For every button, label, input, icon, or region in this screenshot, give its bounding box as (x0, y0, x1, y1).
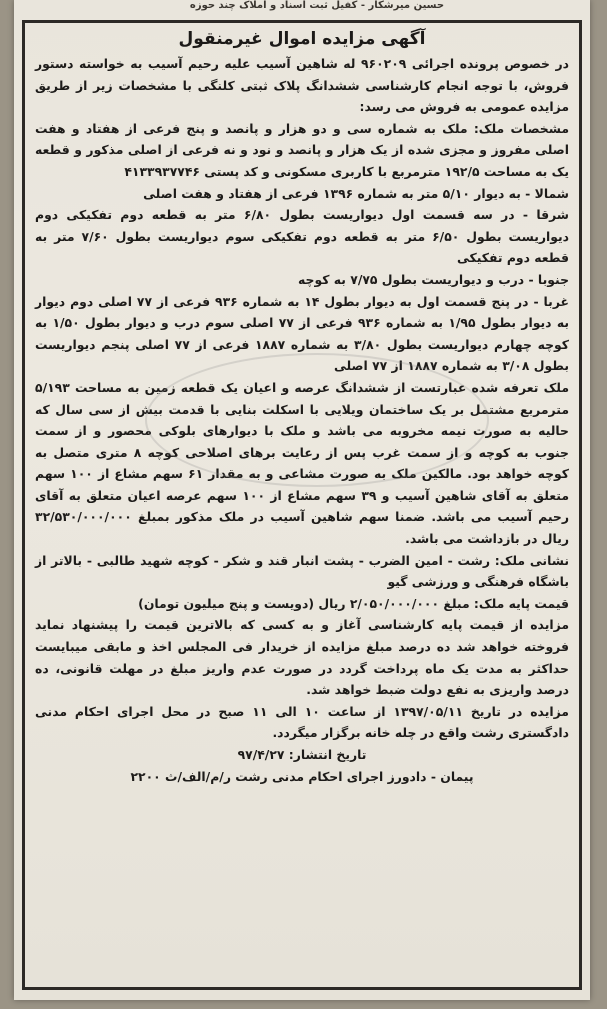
signature-line: پیمان - دادورز اجرای احکام مدنی رشت ر/م/الف/ث ۲۲۰۰ (130, 768, 474, 784)
paragraph-auction-date: مزایده در تاریخ ۱۳۹۷/۰۵/۱۱ از ساعت ۱۰ الی ۱۱ صبح در محل اجرای احکام مدنی دادگستری رشت واقع در چله خانه برگزار میگردد. (35, 703, 569, 741)
paragraph-south-boundary: جنوبا - درب و دیواریست بطول ۷/۷۵ به کوچه (298, 271, 569, 287)
paragraph-property-specs: مشخصات ملک: ملک به شماره سی و دو هزار و پانصد و پنج فرعی از هفتاد و هفت اصلی مفروز و مجزی شده از یک هزار و پانصد و نود و نه فرعی از اصلی مذکور و قطعه یک به مساحت ۱۹۲/۵ مترمربع با کاربری مسکونی و کد پستی ۴۱۳۳۹۳۷۷۴۶ (35, 120, 569, 179)
paragraph-north-boundary: شمالا - به دیوار ۵/۱۰ متر به شماره ۱۳۹۶ فرعی از هفتاد و هفت اصلی (143, 185, 569, 201)
paragraph-address: نشانی ملک: رشت - امین الضرب - پشت انبار قند و شکر - کوچه شهید طالبی - بالاتر از باشگاه فرهنگی و ورزشی گیو (35, 552, 569, 590)
paragraph-east-boundary: شرقا - در سه قسمت اول دیواریست بطول ۶/۸۰ متر به قطعه دوم تفکیکی دوم دیواریست بطول ۶/۵۰ متر به قطعه دوم تفکیکی سوم دیواریست بطول ۷/۶۰ متر به قطعه دوم تفکیکی (35, 207, 570, 266)
paragraph-intro: در خصوص پرونده اجرائی ۹۶۰۲۰۹ له شاهین آسیب علیه رحیم آسیب به خواسته دستور فروش، با توجه انجام کارشناسی ششدانگ پلاک ثبتی کلنگی با مشخصات زیر از طریق مزایده عمومی به فروش می رسد: (35, 56, 569, 115)
paragraph-west-boundary: غربا - در پنج قسمت اول به دیوار بطول ۱۴ به شماره ۹۳۶ فرعی از ۷۷ اصلی دوم دیوار به دیوار بطول ۱/۹۵ به شماره ۹۳۶ فرعی از ۷۷ اصلی سوم درب و دیوار بطول ۱/۵۰ به کوچه چهارم دیواریست بطول ۳/۸۰ به شماره ۱۸۸۷ فرعی از ۷۷ اصلی پنجم دیواریست بطول ۳/۰۸ به شماره ۱۸۸۷ از ۷۷ اصلی (35, 293, 569, 374)
notice-title: آگهی مزایده اموال غیرمنقول (178, 29, 426, 49)
publish-date: تاریخ انتشار: ۹۷/۴/۲۷ (237, 747, 367, 762)
paragraph-auction-terms: مزایده از قیمت پایه کارشناسی آغاز و به کسی که بالاترین قیمت را پیشنهاد نماید فروخته خواهد شد ده درصد مبلغ مزایده از خریدار فی المجلس اخذ و مابقی میبایست حداکثر به مدت یک ماه پرداخت گردد در صورت عدم واریز مبلغ در مهلت قانونی، ده درصد واریزی به نفع دولت ضبط خواهد شد. (35, 617, 569, 698)
paragraph-base-price: قیمت پایه ملک: مبلغ ۲/۰۵۰/۰۰۰/۰۰۰ ریال (دویست و پنج میلیون تومان) (138, 595, 569, 611)
notice-body (25, 53, 579, 787)
paragraph-description: ملک تعرفه شده عبارتست از ششدانگ عرصه و اعیان یک قطعه زمین به مساحت ۵/۱۹۳ مترمربع مشتمل بر یک ساختمان ویلایی با اسکلت بنایی با قدمت بیش از سی سال که حالیه به صورت نیمه مخروبه می باشد و ملک با دیوارهای بلوکی محصور و از سمت جنوب به کوچه و از سمت غرب پس از رعایت برهای اصلاحی کوچه ۸ متری متصل به کوچه خواهد بود. مالکین ملک به صورت مشاعی و به مقدار ۶۱ سهم مشاع از ۱۰۰ سهم متعلق به آقای شاهین آسیب و ۳۹ سهم مشاع از ۱۰۰ سهم عرصه اعیان متعلق به آقای رحیم آسیب می باشد. ضمنا سهم شاهین آسیب در ملک مذکور بمبلغ ۳۲/۵۳۰/۰۰۰/۰۰۰ ریال در بازداشت می باشد. (35, 379, 569, 547)
top-cut-line: حسین میرشکار - کفیل ثبت اسناد و املاک چند حوزه (189, 0, 445, 11)
newspaper-clipping (14, 0, 590, 1000)
notice-box (22, 20, 582, 990)
